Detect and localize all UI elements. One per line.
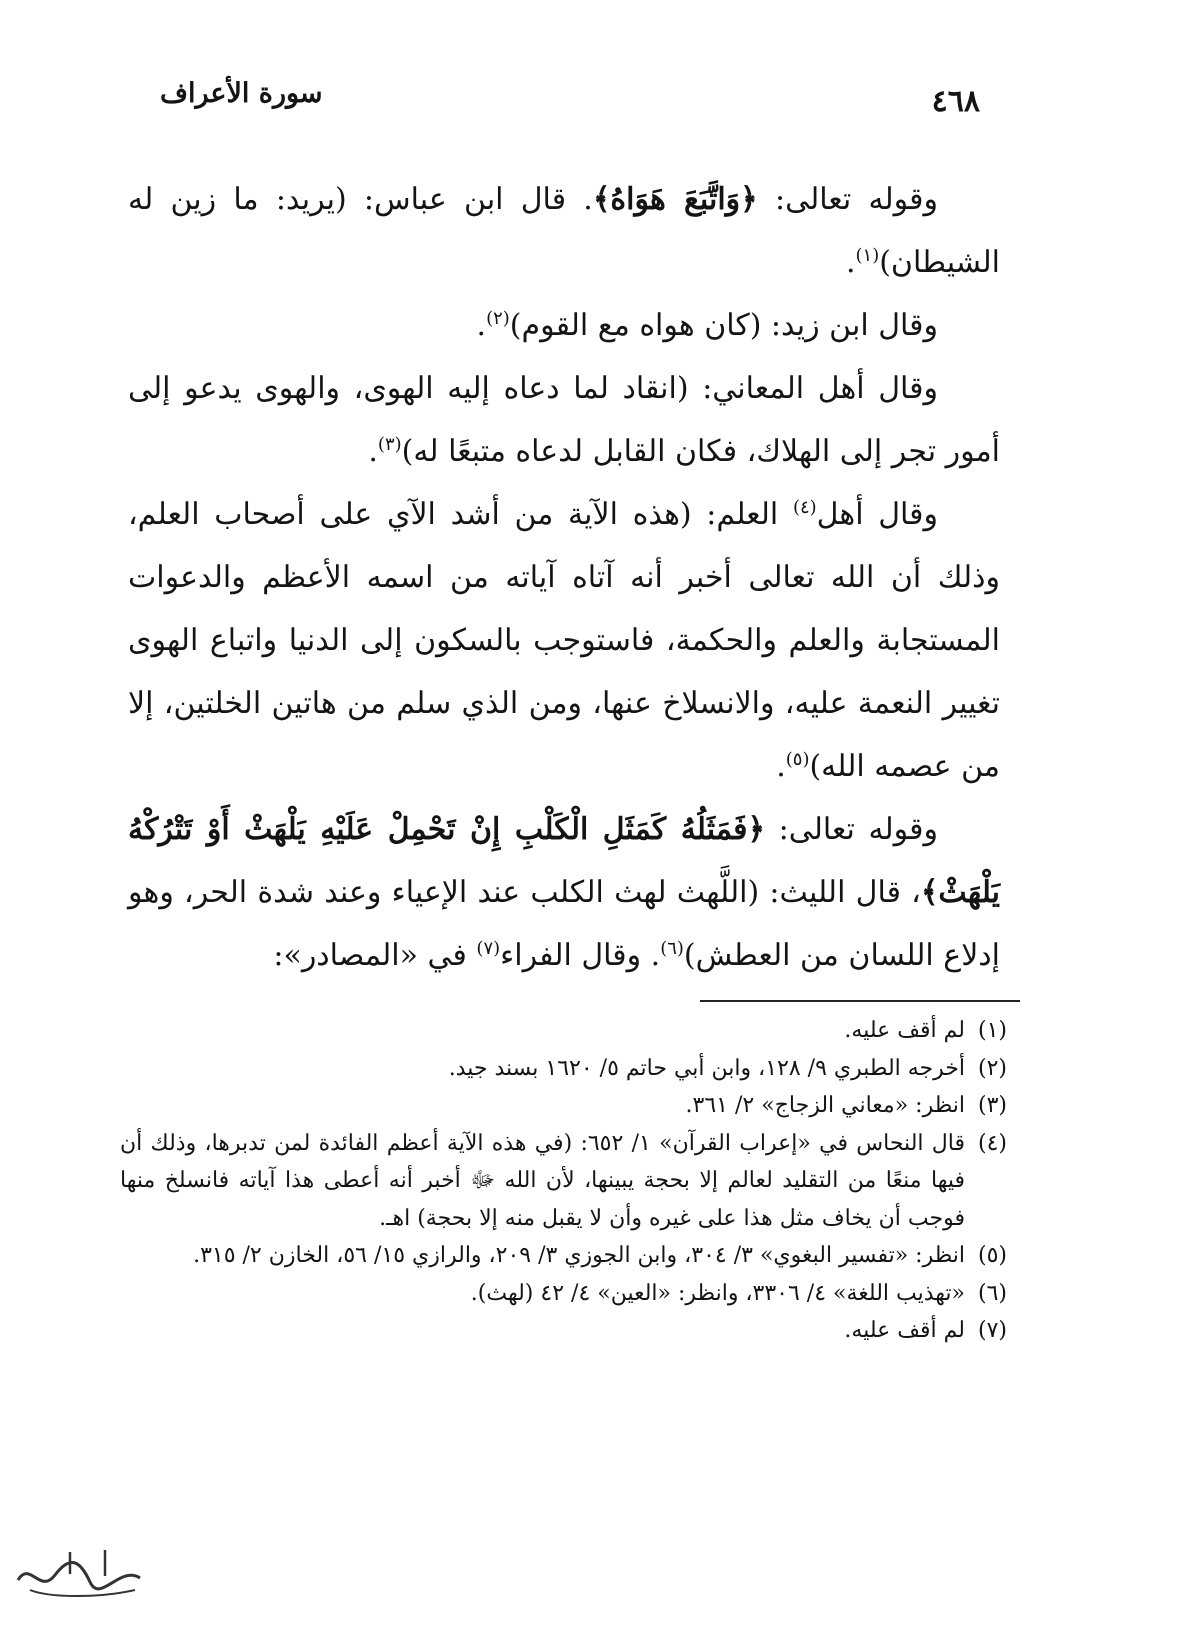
footnote [120, 1087, 1007, 1125]
text: . [845, 245, 856, 280]
page-header [160, 78, 980, 128]
footnote-text: انظر: «معاني الزجاج» ٢/ ٣٦١. [685, 1093, 965, 1118]
footnote-number: (٢) [977, 1055, 1007, 1081]
paragraph [128, 168, 1000, 294]
footnote-number: (٧) [977, 1318, 1007, 1343]
text: . وقال الفراء [500, 938, 661, 973]
stamp-logo-icon [10, 1540, 150, 1610]
footnote-marker: (١) [855, 245, 880, 266]
footnote [120, 1125, 1007, 1238]
footnote-divider [700, 1000, 1020, 1002]
footnote [120, 1237, 1007, 1275]
text: . [776, 749, 786, 784]
text: . [368, 434, 378, 469]
footnote [120, 1050, 1007, 1088]
text: . [476, 308, 487, 343]
footnote-marker: (٣) [377, 434, 402, 455]
footnote-text: «تهذيب اللغة» ٤/ ٣٣٠٦، وانظر: «العين» ٤/ ٤٢ (لهث). [470, 1280, 965, 1306]
main-text [128, 168, 1000, 987]
text: . قال ابن عباس: (يريد: ما زين له الشيطان) [128, 182, 1000, 280]
text: وقال أهل [816, 497, 938, 532]
text: وقال أهل المعاني: (انقاد لما دعاه إليه الهوى، والهوى يدعو إلى أمور تجر إلى الهلاك، فكان القابل لدعاه متبعًا له) [128, 371, 1000, 469]
footnote-marker: (٥) [785, 749, 810, 770]
footnote [120, 1012, 1007, 1050]
paragraph [128, 294, 1000, 357]
footnote-marker: (٧) [476, 938, 501, 959]
footnote-text: انظر: «تفسير البغوي» ٣/ ٣٠٤، وابن الجوزي ٣/ ٢٠٩، والرازي ١٥/ ٥٦، الخازن ٢/ ٣١٥. [193, 1243, 965, 1268]
footnote-marker: (٢) [486, 308, 510, 329]
footnote-number: (٥) [977, 1243, 1007, 1268]
footnote-marker: (٦) [660, 938, 684, 959]
footnote-number: (٤) [977, 1130, 1007, 1156]
footnote-number: (٦) [977, 1280, 1007, 1306]
footnote-number: (١) [977, 1018, 1007, 1043]
footnotes [120, 1012, 1007, 1350]
footnote [120, 1312, 1007, 1350]
text: وقال ابن زيد: (كان هواه مع القوم) [509, 308, 938, 343]
quran-verse: ﴿وَاتَّبَعَ هَوَاهُ﴾ [592, 182, 758, 217]
footnote-text: لم أقف عليه. [844, 1318, 965, 1343]
quran-verse: ﴿فَمَثَلُهُ كَمَثَلِ الْكَلْبِ إِنْ تَحْمِلْ عَلَيْهِ يَلْهَثْ أَوْ تَتْرُكْهُ يَلْهَثْ﴾ [128, 812, 1000, 910]
text: وقوله تعالى: [765, 812, 938, 847]
footnote-marker: (٤) [792, 497, 817, 518]
paragraph [128, 483, 1000, 798]
footnote-text: أخرجه الطبري ٩/ ١٢٨، وابن أبي حاتم ٥/ ١٦٢٠ بسند جيد. [448, 1055, 965, 1081]
page-number: ٤٦٨ [931, 84, 980, 119]
paragraph [128, 357, 1000, 483]
text: ، قال الليث: (اللَّهث لهث الكلب عند الإعياء وعند شدة الحر، وهو إدلاع اللسان من العطش) [128, 875, 1000, 973]
footnote-number: (٣) [977, 1093, 1007, 1118]
footnote [120, 1275, 1007, 1313]
text: العلم: (هذه الآية من أشد الآي على أصحاب العلم، وذلك أن الله تعالى أخبر أنه آتاه آياته من اسمه الأعظم والدعوات المستجابة والعلم والحكمة، فاستوجب بالسكون إلى الدنيا واتباع الهوى تغيير النعمة عليه، والانسلاخ عنها، ومن الذي سلم من هاتين الخلتين، إلا من عصمه الله) [128, 497, 1000, 784]
paragraph [128, 798, 1000, 987]
running-title: سورة الأعراف [160, 78, 323, 109]
text: في «المصادر»: [273, 938, 477, 973]
text: وقوله تعالى: [757, 182, 939, 217]
footnote-text: لم أقف عليه. [844, 1018, 965, 1043]
footnote-text: قال النحاس في «إعراب القرآن» ١/ ٦٥٢: (في هذه الآية أعظم الفائدة لمن تدبرها، وذلك أن فيها منعًا من التقليد لعالم إلا بحجة يبينها، لأن الله ﷻ أخبر أنه أعطى هذا آياته فانسلخ منها فوجب أن يخاف مثل هذا على غيره وأن لا يقبل منه إلا بحجة) اهـ. [120, 1130, 965, 1231]
